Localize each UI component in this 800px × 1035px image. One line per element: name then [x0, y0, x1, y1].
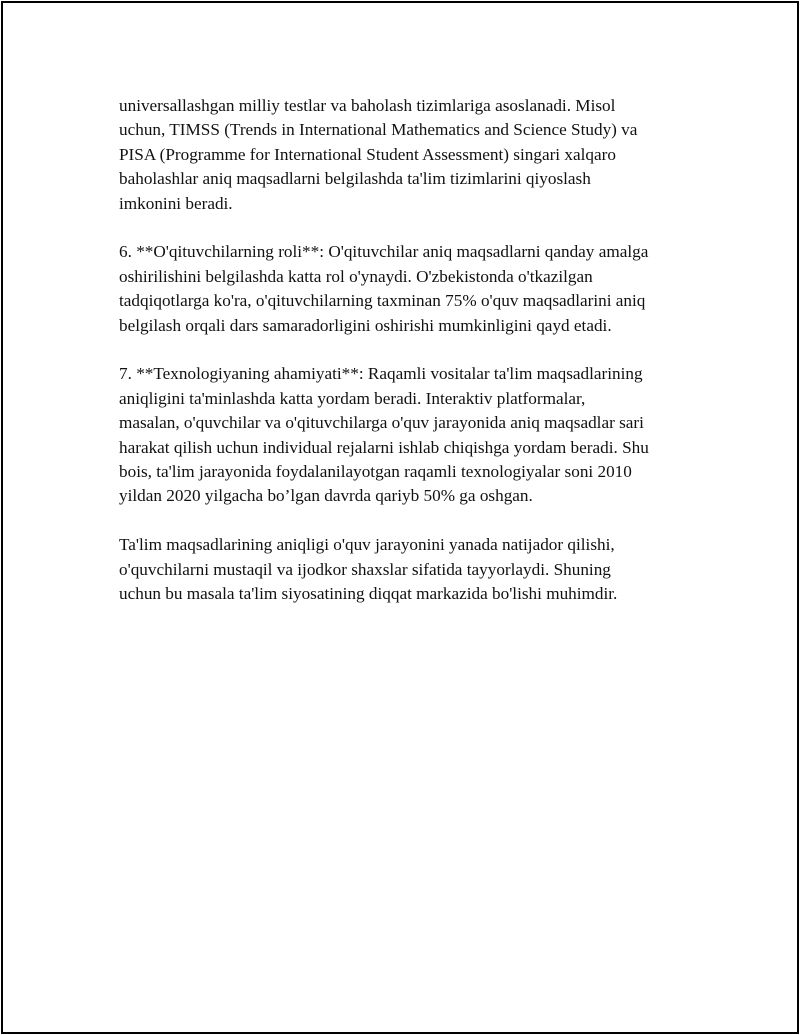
page-frame	[1, 1, 799, 1034]
text-line: 6. **O'qituvchilarning roli**: O'qituvchilar aniq maqsadlarni qanday amalga	[119, 242, 649, 262]
text-line: Ta'lim maqsadlarining aniqligi o'quv jarayonini yanada natijador qilishi,	[119, 535, 615, 555]
text-line: o'quvchilarni mustaqil va ijodkor shaxslar sifatida tayyorlaydi. Shuning	[119, 559, 611, 579]
text-line: imkonini beradi.	[119, 193, 233, 213]
paragraph-conclusion	[119, 533, 699, 606]
text-line: aniqligini ta'minlashda katta yordam beradi. Interaktiv platformalar,	[119, 388, 586, 408]
text-line: harakat qilish uchun individual rejalarni ishlab chiqishga yordam beradi. Shu	[119, 437, 649, 457]
text-line: uchun, TIMSS (Trends in International Mathematics and Science Study) va	[119, 120, 638, 140]
text-line: masalan, o'quvchilar va o'qituvchilarga o'quv jarayonida aniq maqsadlar sari	[119, 413, 644, 433]
paragraph-technology	[119, 362, 699, 508]
text-line: oshirilishini belgilashda katta rol o'ynaydi. O'zbekistonda o'tkazilgan	[119, 266, 593, 286]
text-line: belgilash orqali dars samaradorligini oshirishi mumkinligini qayd etadi.	[119, 315, 612, 335]
text-line: uchun bu masala ta'lim siyosatining diqqat markazida bo'lishi muhimdir.	[119, 584, 618, 604]
text-line: baholashlar aniq maqsadlarni belgilashda ta'lim tizimlarini qiyoslash	[119, 169, 591, 189]
text-line: tadqiqotlarga ko'ra, o'qituvchilarning taxminan 75% o'quv maqsadlarini aniq	[119, 291, 646, 311]
paragraph-assessment	[119, 94, 699, 216]
text-line: bois, ta'lim jarayonida foydalanilayotgan raqamli texnologiyalar soni 2010	[119, 462, 632, 482]
paragraph-teachers-role	[119, 240, 699, 338]
text-line: 7. **Texnologiyaning ahamiyati**: Raqamli vositalar ta'lim maqsadlarining	[119, 364, 643, 384]
text-line: universallashgan milliy testlar va baholash tizimlariga asoslanadi. Misol	[119, 96, 616, 115]
text-line: yildan 2020 yilgacha bo’lgan davrda qariyb 50% ga oshgan.	[119, 486, 533, 506]
text-line: PISA (Programme for International Student Assessment) singari xalqaro	[119, 144, 616, 164]
document-body	[119, 94, 699, 631]
